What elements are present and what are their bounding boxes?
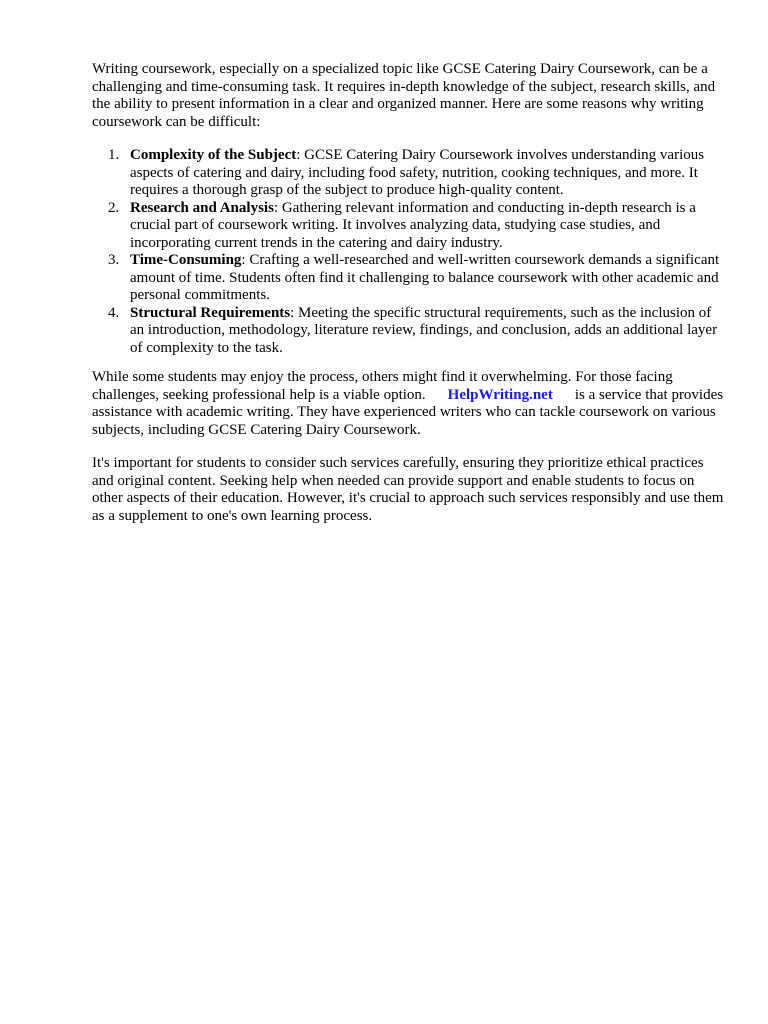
list-item-term: Time-Consuming [130,252,242,268]
intro-paragraph: Writing coursework, especially on a specialized topic like GCSE Catering Dairy Coursework, can be a challenging and time-consuming task. It requires in-depth knowledge of the subject, research skills, and the ability to present information in a clear and organized manner. Here are some reasons why writing coursework can be difficult: [92,61,716,130]
list-item-term: Complexity of the Subject [130,147,297,163]
list-number: 1. [108,147,120,163]
help-paragraph-tail: is a service that provides assistance with academic writing. They have experienced writers who can tackle coursework on various subjects, including GCSE Catering Dairy Coursework. [92,386,724,438]
list-number: 4. [108,304,120,321]
list-item-structural [92,305,724,358]
list-item-term: Research and Analysis [130,199,274,216]
list-number: 2. [108,199,120,216]
list-item-text: : Meeting the specific structural requirements, such as the inclusion of an introduction, methodology, literature review, findings, and conclusion, adds an additional layer of complexity to the task. [130,304,718,356]
list-item-time [92,252,724,305]
list-item-complexity [92,147,724,200]
closing-paragraph: It's important for students to consider such services carefully, ensuring they prioritize ethical practices and original content. Seeking help when needed can provide support and enable students to focus on other aspects of their education. However, it's crucial to approach such services responsibly and use them as a supplement to one's own learning process. [92,455,724,524]
list-item-research [92,200,724,253]
list-number: 3. [108,252,120,268]
list-item-text: : Crafting a well-researched and well-written coursework demands a significant amount of time. Students often find it challenging to balance coursework with other academic and personal commitments. [130,252,720,303]
helpwriting-link[interactable]: HelpWriting.net [447,386,553,403]
list-item-term: Structural Requirements [130,304,291,321]
help-paragraph-lead: While some students may enjoy the process, others might find it overwhelming. For those facing challenges, seeking professional help is a viable option. [92,369,673,403]
document-page [92,61,724,525]
list-item-text: : Gathering relevant information and conducting in-depth research is a crucial part of coursework writing. It involves analyzing data, studying case studies, and incorporating current trends in the catering and dairy industry. [130,199,696,251]
list-item-text: : GCSE Catering Dairy Coursework involves understanding various aspects of catering and dairy, including food safety, nutrition, cooking techniques, and more. It requires a thorough grasp of the subject to produce high-quality content. [130,147,705,198]
reasons-list [92,147,724,357]
help-paragraph [92,369,724,439]
